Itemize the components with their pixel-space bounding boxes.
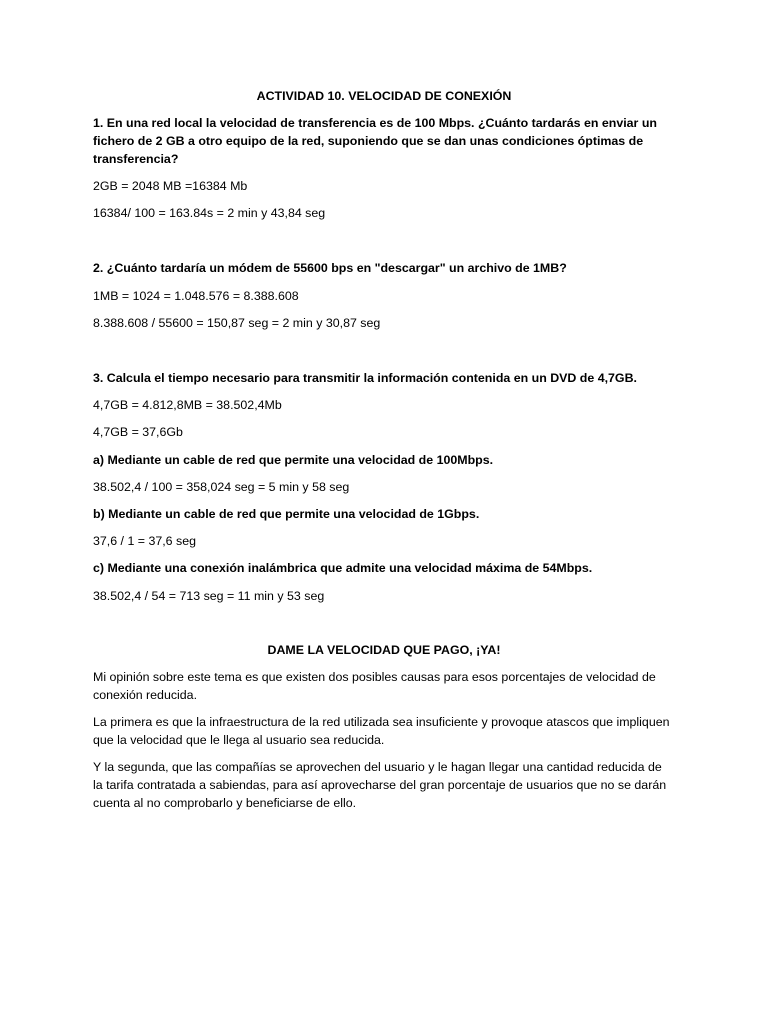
q2-answer-line-1: 1MB = 1024 = 1.048.576 = 8.388.608 bbox=[93, 289, 299, 303]
question-1: 1. En una red local la velocidad de transferencia es de 100 Mbps. ¿Cuánto tardarás en enviar un fichero de 2 GB a otro equipo de la red, suponiendo que se dan unas condiciones óptimas de transferencia? bbox=[93, 116, 657, 166]
q3a-answer: 38.502,4 / 100 = 358,024 seg = 5 min y 58 seg bbox=[93, 480, 350, 494]
q1-answer-line-1: 2GB = 2048 MB =16384 Mb bbox=[93, 179, 248, 193]
opinion-paragraph-2: La primera es que la infraestructura de la red utilizada sea insuficiente y provoque atascos que impliquen que la velocidad que le llega al usuario sea reducida. bbox=[93, 715, 670, 747]
opinion-paragraph-1: Mi opinión sobre este tema es que existen dos posibles causas para esos porcentajes de velocidad de conexión reducida. bbox=[93, 670, 656, 702]
q3c-answer: 38.502,4 / 54 = 713 seg = 11 min y 53 seg bbox=[93, 589, 325, 603]
question-3b: b) Mediante un cable de red que permite una velocidad de 1Gbps. bbox=[93, 507, 480, 521]
q3-answer-line-2: 4,7GB = 37,6Gb bbox=[93, 425, 183, 439]
question-3a: a) Mediante un cable de red que permite una velocidad de 100Mbps. bbox=[93, 453, 494, 467]
opinion-paragraph-3: Y la segunda, que las compañías se aprovechen del usuario y le hagan llegar una cantidad reducida de la tarifa contratada a sabiendas, para así aprovecharse del gran porcentaje de usuarios que no se darán cuenta al no comprobarlo y beneficiarse de ello. bbox=[93, 760, 667, 810]
question-3c: c) Mediante una conexión inalámbrica que admite una velocidad máxima de 54Mbps. bbox=[93, 561, 593, 575]
q2-answer-line-2: 8.388.608 / 55600 = 150,87 seg = 2 min y 30,87 seg bbox=[93, 316, 381, 330]
question-2: 2. ¿Cuánto tardaría un módem de 55600 bps en "descargar" un archivo de 1MB? bbox=[93, 261, 567, 275]
document-title: ACTIVIDAD 10. VELOCIDAD DE CONEXIÓN bbox=[256, 89, 512, 103]
q1-answer-line-2: 16384/ 100 = 163.84s = 2 min y 43,84 seg bbox=[93, 206, 326, 220]
q3b-answer: 37,6 / 1 = 37,6 seg bbox=[93, 534, 196, 548]
section-2-heading: DAME LA VELOCIDAD QUE PAGO, ¡YA! bbox=[267, 643, 501, 657]
question-3: 3. Calcula el tiempo necesario para transmitir la información contenida en un DVD de 4,7GB. bbox=[93, 371, 637, 385]
q3-answer-line-1: 4,7GB = 4.812,8MB = 38.502,4Mb bbox=[93, 398, 282, 412]
